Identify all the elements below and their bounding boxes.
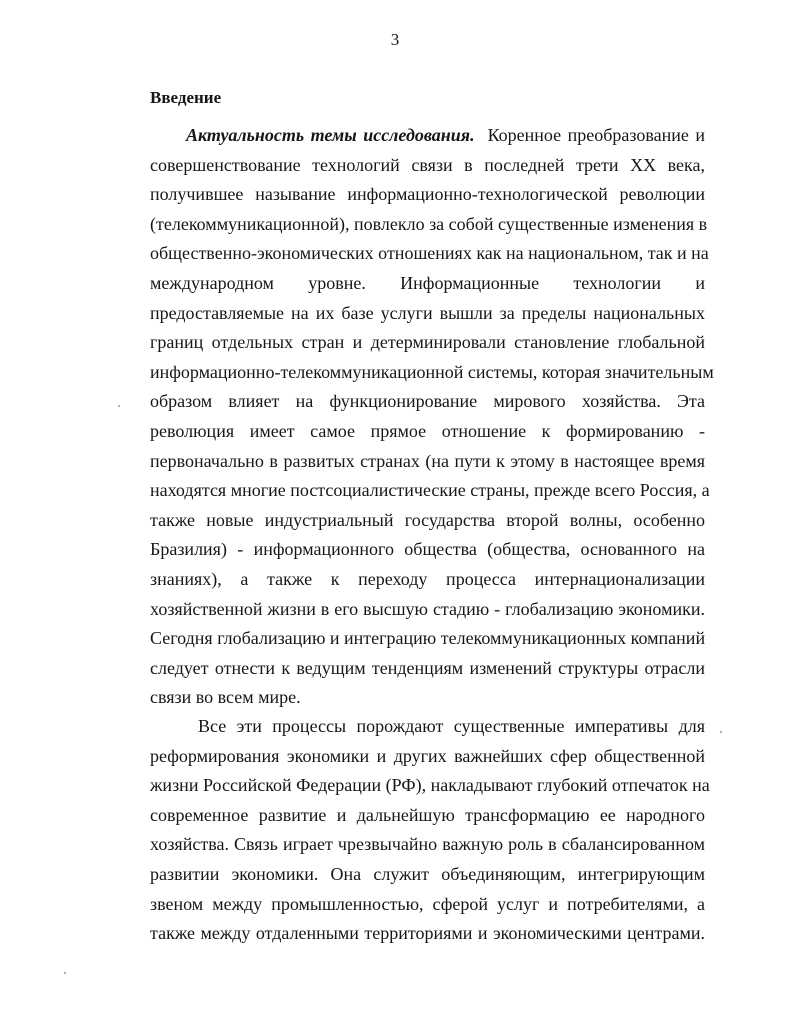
- paragraph-line: реформирования экономики и других важнейших сфер общественной: [150, 745, 705, 766]
- page-number: 3: [390, 30, 400, 49]
- paragraph-line: Все эти процессы порождают существенные императивы для: [198, 716, 705, 736]
- scan-speck: [720, 731, 722, 733]
- paragraph-line: Сегодня глобализацию и интеграцию телекоммуникационных компаний: [150, 628, 706, 649]
- paragraph-line: современное развитие и дальнейшую трансформацию ее народного: [150, 804, 705, 825]
- paragraph-relevance: [150, 121, 714, 713]
- paragraph-line: Бразилия) - информационного общества (общества, основанного на: [150, 539, 705, 560]
- paragraph-line: совершенствование технологий связи в последней трети XX века,: [150, 154, 705, 175]
- lead-phrase: Актуальность темы исследования.: [186, 125, 475, 145]
- paragraph-line: Актуальность темы исследования. Коренное преобразование и: [186, 125, 706, 145]
- paragraph-line: звеном между промышленностью, сферой услуг и потребителями, а: [150, 893, 705, 914]
- paragraph-line: жизни Российской Федерации (РФ), накладывают глубокий отпечаток на: [150, 775, 710, 796]
- section-heading: Введение: [150, 88, 222, 107]
- paragraph-line: знаниях), а также к переходу процесса интернационализации: [150, 568, 705, 589]
- paragraph-line: также между отдаленными территориями и экономическими центрами.: [150, 923, 705, 944]
- paragraph-line: получившее называние информационно-технологической революции: [150, 184, 705, 205]
- paragraph-line: границ отдельных стран и детерминировали становление глобальной: [150, 332, 705, 353]
- paragraph-processes: [150, 712, 710, 949]
- scan-speck: [118, 405, 120, 407]
- paragraph-line: хозяйства. Связь играет чрезвычайно важную роль в сбалансированном: [150, 834, 705, 855]
- paragraph-line: развитии экономики. Она служит объединяющим, интегрирующим: [150, 863, 705, 884]
- paragraph-line: находятся многие постсоциалистические страны, прежде всего Россия, а: [150, 480, 710, 501]
- paragraph-line: международном уровне. Информационные технологии и: [150, 272, 705, 293]
- paragraph-line: (телекоммуникационной), повлекло за собой существенные изменения в: [150, 213, 708, 234]
- paragraph-line: информационно-телекоммуникационной системы, которая значительным: [150, 361, 714, 382]
- paragraph-line: предоставляемые на их базе услуги вышли за пределы национальных: [150, 302, 705, 323]
- scan-speck: [64, 972, 66, 974]
- paragraph-line: связи во всем мире.: [150, 687, 301, 708]
- paragraph-line: также новые индустриальный государства второй волны, особенно: [150, 509, 705, 530]
- paragraph-line: хозяйственной жизни в его высшую стадию - глобализацию экономики.: [150, 598, 705, 619]
- paragraph-line: первоначально в развитых странах (на пути к этому в настоящее время: [150, 450, 705, 471]
- paragraph-line: общественно-экономических отношениях как на национальном, так и на: [150, 243, 709, 264]
- paragraph-line: следует отнести к ведущим тенденциям изменений структуры отрасли: [150, 657, 705, 678]
- paragraph-line: образом влияет на функционирование мирового хозяйства. Эта: [150, 391, 705, 412]
- paragraph-line: революция имеет самое прямое отношение к формированию -: [150, 420, 705, 441]
